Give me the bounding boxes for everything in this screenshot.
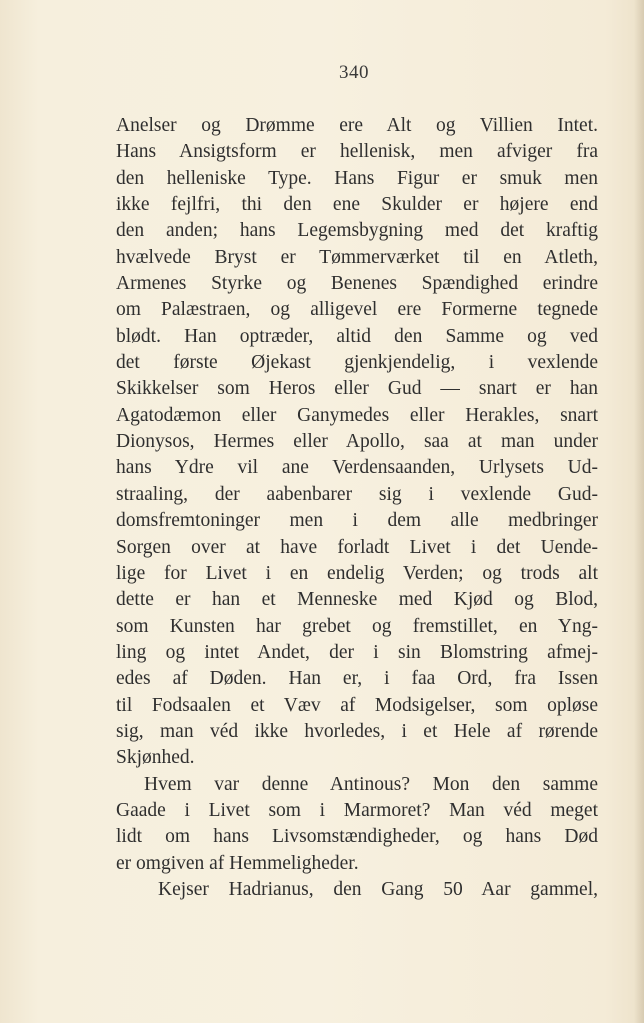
text-line: straaling, der aabenbarer sig i vexlende Gud-: [116, 483, 598, 505]
page-edge-shadow: [634, 0, 644, 1023]
page-number: 340: [339, 62, 369, 83]
body-text: [116, 113, 598, 903]
text-line: det første Øjekast gjenkjendelig, i vexlende: [116, 352, 598, 374]
text-line: ling og intet Andet, der i sin Blomstring afmej-: [116, 641, 598, 663]
text-line: Agatodæmon eller Ganymedes eller Herakles, snart: [116, 404, 598, 426]
text-line: Anelser og Drømme ere Alt og Villien Intet.: [116, 115, 598, 136]
text-line: om Palæstraen, og alligevel ere Formerne tegnede: [116, 299, 598, 321]
text-line: Skikkelser som Heros eller Gud — snart er han: [116, 378, 598, 400]
text-line: hvælvede Bryst er Tømmerværket til en Atleth,: [116, 246, 598, 268]
text-line: ikke fejlfri, thi den ene Skulder er højere end: [116, 194, 598, 216]
text-line: er omgiven af Hemmeligheder.: [116, 852, 359, 874]
text-line: Kejser Hadrianus, den Gang 50 Aar gammel,: [158, 878, 598, 900]
text-line: Dionysos, Hermes eller Apollo, saa at man under: [116, 431, 598, 453]
text-line: Armenes Styrke og Benenes Spændighed erindre: [116, 273, 598, 295]
text-line: Hans Ansigtsform er hellenisk, men afviger fra: [116, 141, 598, 163]
text-line: lige for Livet i en endelig Verden; og trods alt: [116, 562, 598, 584]
text-line: lidt om hans Livsomstændigheder, og hans Død: [116, 826, 598, 848]
text-line: Hvem var denne Antinous? Mon den samme: [144, 773, 598, 795]
text-line: sig, man véd ikke hvorledes, i et Hele af rørende: [116, 720, 598, 742]
text-line: dette er han et Menneske med Kjød og Blod,: [116, 589, 598, 611]
text-line: som Kunsten har grebet og fremstillet, en Yng-: [116, 615, 598, 637]
text-line: til Fodsaalen et Væv af Modsigelser, som opløse: [116, 694, 598, 716]
text-line: edes af Døden. Han er, i faa Ord, fra Issen: [116, 668, 598, 690]
text-line: den anden; hans Legemsbygning med det kraftig: [116, 220, 598, 242]
text-line: Skjønhed.: [116, 747, 195, 769]
text-line: den helleniske Type. Hans Figur er smuk men: [116, 167, 598, 189]
text-line: Gaade i Livet som i Marmoret? Man véd meget: [116, 799, 598, 821]
text-line: domsfremtoninger men i dem alle medbringer: [116, 510, 598, 532]
text-line: blødt. Han optræder, altid den Samme og ved: [116, 325, 598, 347]
text-line: hans Ydre vil ane Verdensaanden, Urlysets Ud-: [116, 457, 598, 479]
text-line: Sorgen over at have forladt Livet i det Uende-: [116, 536, 598, 558]
